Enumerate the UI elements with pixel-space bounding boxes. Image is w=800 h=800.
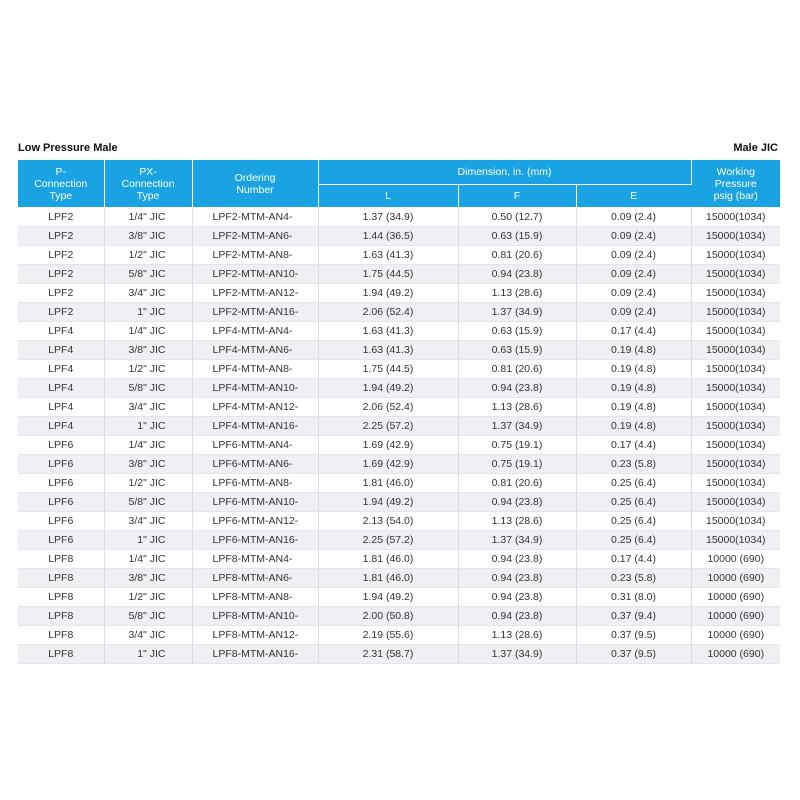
cell-px-connection: 1" JIC <box>104 645 192 664</box>
cell-dim-f: 0.94 (23.8) <box>458 550 576 569</box>
cell-working-pressure: 15000(1034) <box>691 455 780 474</box>
cell-working-pressure: 10000 (690) <box>691 626 780 645</box>
cell-dim-f: 1.37 (34.9) <box>458 417 576 436</box>
cell-px-connection: 3/4" JIC <box>104 626 192 645</box>
cell-dim-f: 0.94 (23.8) <box>458 379 576 398</box>
cell-working-pressure: 15000(1034) <box>691 474 780 493</box>
header-dim-e: E <box>576 185 691 208</box>
table-row <box>18 208 780 227</box>
cell-dim-f: 1.37 (34.9) <box>458 303 576 322</box>
cell-ordering-number: LPF8-MTM-AN16- <box>192 645 318 664</box>
table-row <box>18 550 780 569</box>
cell-px-connection: 5/8" JIC <box>104 493 192 512</box>
cell-ordering-number: LPF6-MTM-AN4- <box>192 436 318 455</box>
table-row <box>18 645 780 664</box>
cell-dim-f: 0.75 (19.1) <box>458 436 576 455</box>
cell-dim-e: 0.09 (2.4) <box>576 265 691 284</box>
cell-dim-f: 1.13 (28.6) <box>458 284 576 303</box>
cell-dim-l: 2.00 (50.8) <box>318 607 458 626</box>
cell-dim-e: 0.25 (6.4) <box>576 512 691 531</box>
cell-dim-e: 0.19 (4.8) <box>576 379 691 398</box>
cell-working-pressure: 10000 (690) <box>691 645 780 664</box>
cell-working-pressure: 15000(1034) <box>691 284 780 303</box>
cell-ordering-number: LPF8-MTM-AN6- <box>192 569 318 588</box>
table-row <box>18 493 780 512</box>
cell-dim-e: 0.19 (4.8) <box>576 398 691 417</box>
cell-dim-f: 0.94 (23.8) <box>458 607 576 626</box>
cell-dim-f: 0.94 (23.8) <box>458 265 576 284</box>
cell-dim-l: 1.94 (49.2) <box>318 379 458 398</box>
cell-dim-l: 1.94 (49.2) <box>318 588 458 607</box>
cell-dim-f: 0.81 (20.6) <box>458 246 576 265</box>
cell-ordering-number: LPF4-MTM-AN12- <box>192 398 318 417</box>
table-title: Low Pressure Male <box>18 142 118 154</box>
cell-ordering-number: LPF8-MTM-AN10- <box>192 607 318 626</box>
cell-px-connection: 5/8" JIC <box>104 607 192 626</box>
table-row <box>18 360 780 379</box>
cell-px-connection: 1/2" JIC <box>104 588 192 607</box>
cell-p-connection: LPF8 <box>18 588 104 607</box>
cell-working-pressure: 15000(1034) <box>691 303 780 322</box>
cell-dim-l: 1.81 (46.0) <box>318 569 458 588</box>
cell-dim-f: 1.13 (28.6) <box>458 512 576 531</box>
cell-working-pressure: 15000(1034) <box>691 379 780 398</box>
cell-dim-e: 0.17 (4.4) <box>576 322 691 341</box>
header-p-connection: P- Connection Type <box>18 160 104 208</box>
cell-dim-e: 0.31 (8.0) <box>576 588 691 607</box>
cell-px-connection: 1" JIC <box>104 303 192 322</box>
table-row <box>18 569 780 588</box>
spec-table <box>18 160 780 664</box>
cell-dim-e: 0.09 (2.4) <box>576 227 691 246</box>
cell-px-connection: 3/8" JIC <box>104 569 192 588</box>
cell-p-connection: LPF4 <box>18 417 104 436</box>
cell-ordering-number: LPF2-MTM-AN10- <box>192 265 318 284</box>
cell-dim-e: 0.09 (2.4) <box>576 284 691 303</box>
cell-px-connection: 1" JIC <box>104 417 192 436</box>
table-row <box>18 379 780 398</box>
table-row <box>18 246 780 265</box>
cell-dim-e: 0.25 (6.4) <box>576 493 691 512</box>
cell-dim-f: 0.50 (12.7) <box>458 208 576 227</box>
cell-working-pressure: 15000(1034) <box>691 531 780 550</box>
table-row <box>18 588 780 607</box>
cell-dim-e: 0.09 (2.4) <box>576 303 691 322</box>
cell-dim-f: 1.13 (28.6) <box>458 626 576 645</box>
cell-p-connection: LPF2 <box>18 284 104 303</box>
cell-dim-f: 0.81 (20.6) <box>458 474 576 493</box>
cell-dim-l: 1.94 (49.2) <box>318 284 458 303</box>
cell-working-pressure: 15000(1034) <box>691 227 780 246</box>
cell-dim-e: 0.17 (4.4) <box>576 436 691 455</box>
header-dim-f: F <box>458 185 576 208</box>
cell-dim-l: 1.81 (46.0) <box>318 474 458 493</box>
cell-dim-e: 0.25 (6.4) <box>576 474 691 493</box>
cell-p-connection: LPF6 <box>18 436 104 455</box>
cell-ordering-number: LPF4-MTM-AN4- <box>192 322 318 341</box>
cell-ordering-number: LPF2-MTM-AN16- <box>192 303 318 322</box>
header-dimension: Dimension, in. (mm) <box>318 160 691 185</box>
table-row <box>18 341 780 360</box>
cell-working-pressure: 15000(1034) <box>691 265 780 284</box>
cell-ordering-number: LPF6-MTM-AN8- <box>192 474 318 493</box>
cell-dim-e: 0.17 (4.4) <box>576 550 691 569</box>
cell-px-connection: 1/2" JIC <box>104 474 192 493</box>
header-ordering-number: Ordering Number <box>192 160 318 208</box>
cell-dim-l: 1.75 (44.5) <box>318 360 458 379</box>
cell-dim-l: 2.19 (55.6) <box>318 626 458 645</box>
cell-dim-l: 1.69 (42.9) <box>318 455 458 474</box>
cell-px-connection: 5/8" JIC <box>104 265 192 284</box>
table-caption <box>18 142 780 156</box>
cell-p-connection: LPF8 <box>18 645 104 664</box>
cell-dim-f: 1.37 (34.9) <box>458 531 576 550</box>
cell-dim-l: 1.81 (46.0) <box>318 550 458 569</box>
cell-ordering-number: LPF2-MTM-AN6- <box>192 227 318 246</box>
cell-working-pressure: 15000(1034) <box>691 512 780 531</box>
cell-working-pressure: 15000(1034) <box>691 436 780 455</box>
cell-px-connection: 3/8" JIC <box>104 227 192 246</box>
table-row <box>18 474 780 493</box>
cell-p-connection: LPF6 <box>18 474 104 493</box>
cell-working-pressure: 15000(1034) <box>691 398 780 417</box>
cell-p-connection: LPF4 <box>18 379 104 398</box>
cell-ordering-number: LPF4-MTM-AN10- <box>192 379 318 398</box>
fitting-type-label: Male JIC <box>733 142 778 154</box>
table-row <box>18 455 780 474</box>
cell-p-connection: LPF6 <box>18 512 104 531</box>
cell-p-connection: LPF6 <box>18 531 104 550</box>
cell-dim-e: 0.23 (5.8) <box>576 455 691 474</box>
cell-p-connection: LPF4 <box>18 398 104 417</box>
cell-p-connection: LPF2 <box>18 265 104 284</box>
cell-dim-e: 0.37 (9.4) <box>576 607 691 626</box>
cell-p-connection: LPF4 <box>18 360 104 379</box>
cell-px-connection: 3/4" JIC <box>104 398 192 417</box>
cell-ordering-number: LPF6-MTM-AN12- <box>192 512 318 531</box>
cell-working-pressure: 15000(1034) <box>691 417 780 436</box>
table-row <box>18 512 780 531</box>
cell-dim-f: 0.81 (20.6) <box>458 360 576 379</box>
cell-px-connection: 5/8" JIC <box>104 379 192 398</box>
cell-dim-f: 0.94 (23.8) <box>458 493 576 512</box>
cell-dim-l: 2.31 (58.7) <box>318 645 458 664</box>
cell-dim-e: 0.19 (4.8) <box>576 360 691 379</box>
cell-p-connection: LPF4 <box>18 341 104 360</box>
cell-ordering-number: LPF2-MTM-AN8- <box>192 246 318 265</box>
cell-working-pressure: 10000 (690) <box>691 588 780 607</box>
cell-dim-e: 0.37 (9.5) <box>576 626 691 645</box>
cell-dim-e: 0.09 (2.4) <box>576 208 691 227</box>
cell-px-connection: 1/2" JIC <box>104 360 192 379</box>
cell-p-connection: LPF8 <box>18 607 104 626</box>
table-row <box>18 265 780 284</box>
cell-p-connection: LPF2 <box>18 208 104 227</box>
cell-dim-l: 2.06 (52.4) <box>318 303 458 322</box>
cell-px-connection: 3/4" JIC <box>104 512 192 531</box>
cell-ordering-number: LPF4-MTM-AN8- <box>192 360 318 379</box>
cell-ordering-number: LPF8-MTM-AN8- <box>192 588 318 607</box>
cell-px-connection: 1/4" JIC <box>104 322 192 341</box>
cell-dim-l: 1.63 (41.3) <box>318 341 458 360</box>
cell-p-connection: LPF6 <box>18 493 104 512</box>
cell-px-connection: 1/4" JIC <box>104 208 192 227</box>
cell-ordering-number: LPF6-MTM-AN6- <box>192 455 318 474</box>
cell-ordering-number: LPF2-MTM-AN4- <box>192 208 318 227</box>
table-row <box>18 626 780 645</box>
cell-dim-l: 1.44 (36.5) <box>318 227 458 246</box>
cell-dim-e: 0.09 (2.4) <box>576 246 691 265</box>
cell-p-connection: LPF8 <box>18 569 104 588</box>
table-row <box>18 303 780 322</box>
header-dim-l: L <box>318 185 458 208</box>
table-body <box>18 208 780 664</box>
cell-p-connection: LPF8 <box>18 626 104 645</box>
cell-working-pressure: 15000(1034) <box>691 246 780 265</box>
cell-dim-f: 1.13 (28.6) <box>458 398 576 417</box>
cell-p-connection: LPF4 <box>18 322 104 341</box>
cell-working-pressure: 10000 (690) <box>691 550 780 569</box>
cell-p-connection: LPF2 <box>18 227 104 246</box>
cell-working-pressure: 10000 (690) <box>691 569 780 588</box>
cell-ordering-number: LPF2-MTM-AN12- <box>192 284 318 303</box>
cell-dim-e: 0.23 (5.8) <box>576 569 691 588</box>
cell-dim-e: 0.19 (4.8) <box>576 341 691 360</box>
cell-dim-f: 0.63 (15.9) <box>458 227 576 246</box>
cell-px-connection: 1/4" JIC <box>104 550 192 569</box>
header-px-connection: PX- Connection Type <box>104 160 192 208</box>
cell-dim-f: 0.75 (19.1) <box>458 455 576 474</box>
cell-p-connection: LPF6 <box>18 455 104 474</box>
cell-dim-f: 0.63 (15.9) <box>458 341 576 360</box>
cell-working-pressure: 15000(1034) <box>691 360 780 379</box>
cell-px-connection: 3/4" JIC <box>104 284 192 303</box>
cell-dim-f: 0.94 (23.8) <box>458 588 576 607</box>
cell-dim-l: 1.69 (42.9) <box>318 436 458 455</box>
cell-dim-l: 1.94 (49.2) <box>318 493 458 512</box>
cell-dim-l: 1.63 (41.3) <box>318 322 458 341</box>
table-row <box>18 531 780 550</box>
cell-dim-l: 1.37 (34.9) <box>318 208 458 227</box>
cell-ordering-number: LPF6-MTM-AN16- <box>192 531 318 550</box>
table-row <box>18 398 780 417</box>
table-row <box>18 284 780 303</box>
cell-ordering-number: LPF4-MTM-AN16- <box>192 417 318 436</box>
cell-p-connection: LPF2 <box>18 246 104 265</box>
table-row <box>18 227 780 246</box>
cell-ordering-number: LPF4-MTM-AN6- <box>192 341 318 360</box>
cell-dim-l: 2.25 (57.2) <box>318 531 458 550</box>
cell-dim-l: 2.13 (54.0) <box>318 512 458 531</box>
cell-px-connection: 1/2" JIC <box>104 246 192 265</box>
table-row <box>18 607 780 626</box>
cell-px-connection: 3/8" JIC <box>104 341 192 360</box>
cell-dim-e: 0.37 (9.5) <box>576 645 691 664</box>
cell-dim-e: 0.19 (4.8) <box>576 417 691 436</box>
table-row <box>18 417 780 436</box>
cell-px-connection: 3/8" JIC <box>104 455 192 474</box>
cell-dim-l: 1.63 (41.3) <box>318 246 458 265</box>
cell-px-connection: 1" JIC <box>104 531 192 550</box>
cell-working-pressure: 15000(1034) <box>691 322 780 341</box>
cell-working-pressure: 10000 (690) <box>691 607 780 626</box>
cell-dim-f: 0.94 (23.8) <box>458 569 576 588</box>
cell-ordering-number: LPF6-MTM-AN10- <box>192 493 318 512</box>
cell-p-connection: LPF2 <box>18 303 104 322</box>
cell-working-pressure: 15000(1034) <box>691 493 780 512</box>
cell-dim-l: 2.25 (57.2) <box>318 417 458 436</box>
cell-ordering-number: LPF8-MTM-AN12- <box>192 626 318 645</box>
cell-px-connection: 1/4" JIC <box>104 436 192 455</box>
table-row <box>18 436 780 455</box>
cell-ordering-number: LPF8-MTM-AN4- <box>192 550 318 569</box>
cell-working-pressure: 15000(1034) <box>691 341 780 360</box>
cell-dim-e: 0.25 (6.4) <box>576 531 691 550</box>
cell-p-connection: LPF8 <box>18 550 104 569</box>
cell-dim-f: 1.37 (34.9) <box>458 645 576 664</box>
table-row <box>18 322 780 341</box>
cell-dim-l: 2.06 (52.4) <box>318 398 458 417</box>
cell-dim-l: 1.75 (44.5) <box>318 265 458 284</box>
header-working-pressure: Working Pressure psig (bar) <box>691 160 780 208</box>
cell-dim-f: 0.63 (15.9) <box>458 322 576 341</box>
cell-working-pressure: 15000(1034) <box>691 208 780 227</box>
